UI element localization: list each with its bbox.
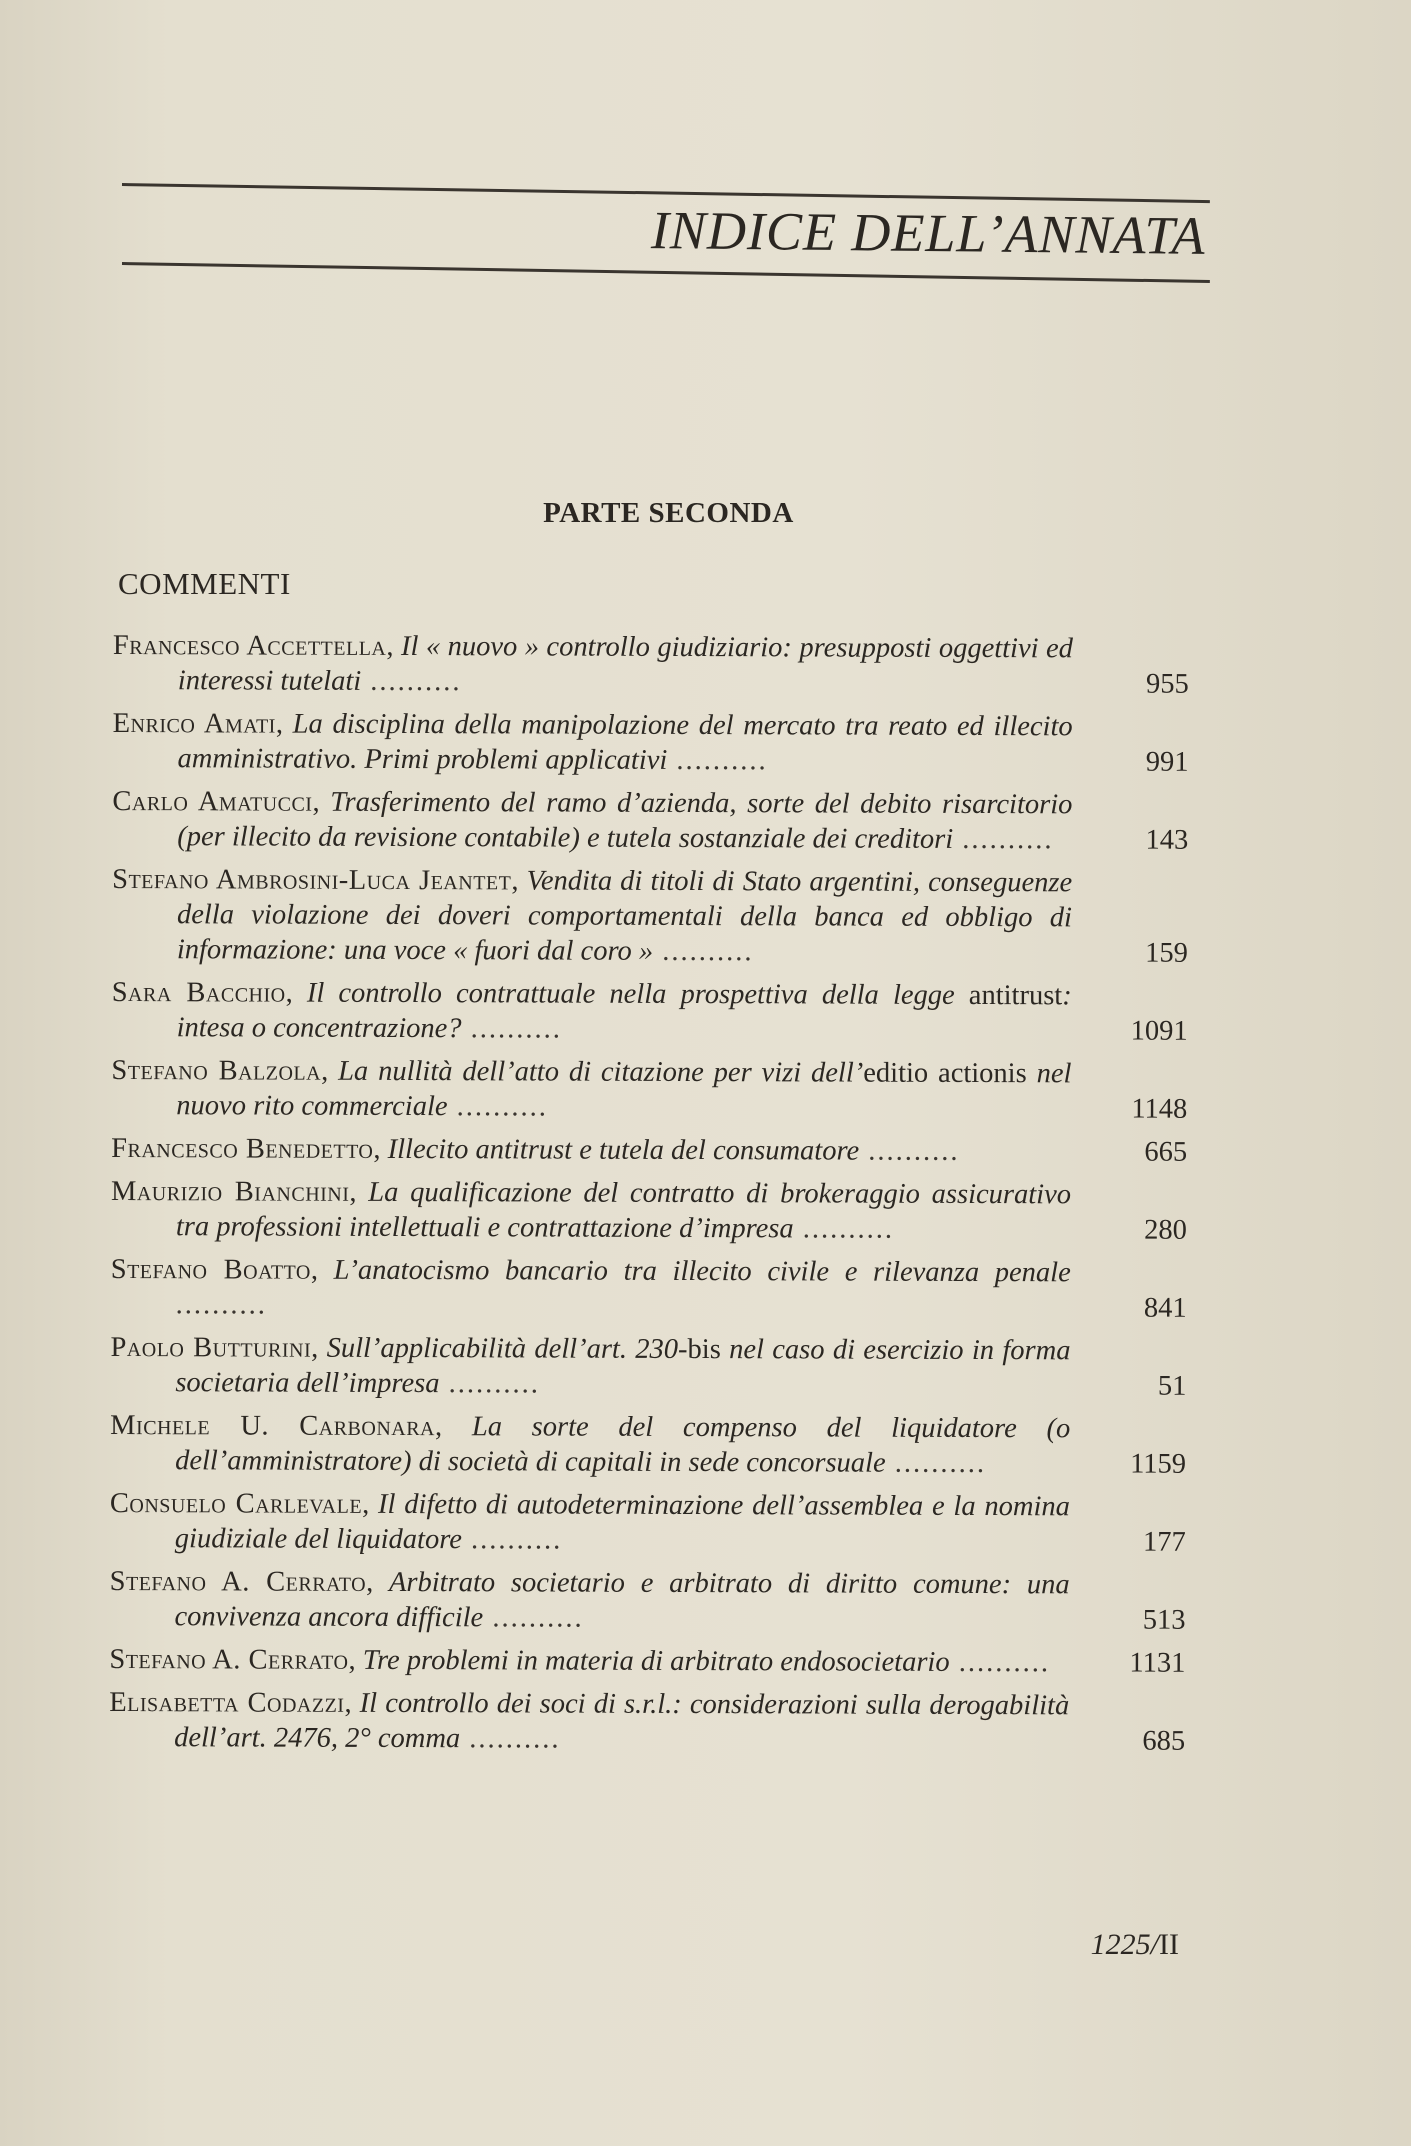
entry-text: Francesco Accettella, Il « nuovo » controllo giudiziario: presupposti oggettivi ed interessi tutelati ..........: [112, 630, 1074, 698]
entry-page-number: 159: [1145, 937, 1188, 969]
index-entry: [110, 1330, 1200, 1404]
entry-page-number: 955: [1146, 668, 1189, 700]
entry-title: Tre problemi in materia di arbitrato endosocietario: [362, 1644, 950, 1678]
entry-title: La qualificazione del contratto di brokeraggio assicurativo tra professioni intellettuali e contrattazione d’impresa: [175, 1176, 1072, 1245]
entry-author: Stefano A. Cerrato: [109, 1565, 367, 1598]
entry-page-number: 1148: [1131, 1093, 1188, 1125]
entry-author: Stefano Ambrosini-Luca Jeantet: [112, 863, 512, 897]
index-entry: [112, 784, 1202, 858]
entry-author: Maurizio Bianchini: [110, 1175, 350, 1208]
entry-page-number: 513: [1142, 1604, 1186, 1636]
index-entry: [110, 1486, 1200, 1560]
leader-dots: ..........: [949, 1646, 1051, 1679]
entry-page-number: 1091: [1130, 1015, 1188, 1047]
entry-title: Arbitrato societario e arbitrato di diritto comune: una convivenza ancora difficile: [174, 1566, 1070, 1634]
leader-dots: ..........: [461, 1524, 563, 1556]
entry-text: Stefano Ambrosini-Luca Jeantet, Vendita di titoli di Stato argentini, conseguenze della violazione dei doveri comportamentali della banca ed obbligo di informazione: una voce « fuori dal coro » ..........: [112, 863, 1073, 968]
entry-title-part: La nullità dell’atto di citazione per vizi dell’: [338, 1055, 864, 1089]
leader-dots: ..........: [653, 935, 754, 968]
entry-author: Francesco Benedetto: [111, 1132, 374, 1165]
folio-number: 1225/: [1090, 1928, 1160, 1961]
index-entry: [111, 1174, 1201, 1248]
page-title: INDICE DELL’ANNATA: [651, 200, 1207, 266]
entry-title: Il « nuovo » controllo giudiziario: presupposti oggettivi ed interessi tutelati: [177, 631, 1074, 697]
entry-page-number: 177: [1143, 1526, 1186, 1558]
part-title: PARTE SECONDA: [543, 497, 794, 529]
page-folio: [1091, 1928, 1179, 1962]
index-entry: [113, 628, 1203, 702]
entry-page-number: 280: [1144, 1214, 1187, 1246]
leader-dots: ..........: [483, 1602, 584, 1634]
entry-title-part: antitrust: [968, 979, 1063, 1012]
index-entry: [109, 1685, 1199, 1759]
entry-title: La sorte del compenso del liquidatore (o dell’amministratore) di società di capitali in sede concorsuale: [175, 1411, 1071, 1479]
entry-text: Stefano A. Cerrato, Arbitrato societario e arbitrato di diritto comune: una convivenza ancora difficile ..........: [109, 1565, 1070, 1634]
leader-dots: ..........: [439, 1368, 540, 1400]
entry-page-number: 1131: [1129, 1647, 1186, 1679]
index-entries: [109, 628, 1203, 1767]
entry-author: Stefano Boatto: [110, 1253, 311, 1286]
leader-dots: ..........: [953, 823, 1054, 856]
leader-dots: ..........: [885, 1447, 987, 1480]
entry-text: Elisabetta Codazzi, Il controllo dei soci di s.r.l.: considerazioni sulla derogabilità dell’art. 2476, 2° comma ..........: [109, 1686, 1070, 1755]
entry-page-number: 665: [1144, 1136, 1188, 1168]
entry-text: Paolo Butturini, Sull’applicabilità dell’art. 230-bis nel caso di esercizio in forma societaria dell’impresa ..........: [110, 1331, 1071, 1400]
entry-author: Consuelo Carlevale: [109, 1487, 363, 1520]
entry-page-number: 991: [1145, 746, 1189, 778]
entry-title: Vendita di titoli di Stato argentini, conseguenze della violazione dei doveri comportamentali della banca ed obbligo di informazione: una voce « fuori dal coro »: [176, 865, 1073, 967]
entry-author: Paolo Butturini: [110, 1331, 312, 1364]
entry-title: Trasferimento del ramo d’azienda, sorte del debito risarcitorio (per illecito da revisione contabile) e tutela sostanziale dei creditori: [177, 786, 1073, 855]
entry-text: Stefano Boatto, L’anatocismo bancario tra illecito civile e rilevanza penale ..........: [110, 1253, 1071, 1321]
leader-dots: ..........: [461, 1013, 562, 1045]
entry-title-part: nel nuovo rito commerciale: [176, 1058, 1072, 1123]
entry-author: Stefano Balzola: [111, 1054, 322, 1087]
entry-author: Stefano A. Cerrato: [109, 1643, 349, 1676]
leader-dots: ..........: [793, 1213, 895, 1245]
section-title: COMMENTI: [118, 566, 291, 601]
index-entry: [112, 862, 1202, 971]
entry-title-part: Il controllo contrattuale nella prospettiva della legge: [306, 977, 969, 1011]
entry-author: Francesco Accettella: [112, 630, 387, 662]
entry-title-part: bis: [687, 1334, 721, 1366]
entry-text: Michele U. Carbonara, La sorte del compenso del liquidatore (o dell’amministratore) di società di capitali in sede concorsuale ..........: [110, 1409, 1071, 1480]
entry-author: Sara Bacchio: [111, 976, 286, 1009]
index-entry: [111, 1053, 1201, 1127]
entry-text: Carlo Amatucci, Trasferimento del ramo d’azienda, sorte del debito risarcitorio (per illecito da revisione contabile) e tutela sostanziale dei creditori ..........: [112, 785, 1073, 856]
entry-title: Il difetto di autodeterminazione dell’assemblea e la nomina giudiziale del liquidatore: [174, 1488, 1071, 1556]
leader-dots: ..........: [859, 1135, 960, 1167]
leader-dots: ..........: [361, 665, 462, 698]
index-entry: [112, 975, 1202, 1049]
leader-dots: ..........: [447, 1091, 548, 1123]
entry-title: L’anatocismo bancario tra illecito civile e rilevanza penale: [333, 1254, 1071, 1289]
entry-title: La disciplina della manipolazione del mercato tra reato ed illecito amministrativo. Primi problemi applicativi: [177, 708, 1073, 776]
index-entry: [109, 1642, 1199, 1681]
leader-dots: ..........: [460, 1723, 561, 1755]
entry-author: Elisabetta Codazzi: [109, 1686, 345, 1719]
folio-roman: II: [1159, 1928, 1179, 1961]
entry-text: Stefano Balzola, La nullità dell’atto di citazione per vizi dell’editio actionis nel nuovo rito commerciale ..........: [111, 1054, 1072, 1123]
index-entry: [111, 1252, 1201, 1326]
entry-author: Carlo Amatucci: [112, 785, 313, 818]
entry-page-number: 51: [1157, 1370, 1187, 1402]
index-entry: [110, 1408, 1200, 1482]
leader-dots: ..........: [667, 744, 768, 777]
entry-title-part: : intesa o concentrazione?: [176, 980, 1072, 1045]
leader-dots: ..........: [175, 1289, 267, 1321]
entry-text: Maurizio Bianchini, La qualificazione del contratto di brokeraggio assicurativo tra professioni intellettuali e contrattazione d’impresa ..........: [110, 1175, 1072, 1245]
entry-text: Enrico Amati, La disciplina della manipolazione del mercato tra reato ed illecito amministrativo. Primi problemi applicativi ..........: [112, 707, 1073, 777]
entry-page-number: 143: [1145, 824, 1189, 856]
entry-text: Francesco Benedetto, Illecito antitrust e tutela del consumatore ..........: [111, 1132, 960, 1167]
entry-title-part: nel caso di esercizio in forma societaria dell’impresa: [175, 1334, 1071, 1400]
index-entry: [111, 1131, 1201, 1170]
entry-author: Enrico Amati: [112, 707, 276, 740]
entry-text: Sara Bacchio, Il controllo contrattuale nella prospettiva della legge antitrust: intesa o concentrazione? ..........: [111, 976, 1072, 1045]
entry-page-number: 685: [1142, 1725, 1186, 1757]
entry-title-part: editio actionis: [863, 1057, 1027, 1090]
entry-text: Stefano A. Cerrato, Tre problemi in materia di arbitrato endosocietario ..........: [109, 1643, 1051, 1679]
index-entry: [109, 1564, 1199, 1638]
entry-page-number: 841: [1143, 1292, 1187, 1324]
index-entry: [112, 706, 1202, 780]
entry-title: Il controllo dei soci di s.r.l.: considerazioni sulla derogabilità dell’art. 2476, 2° comma: [174, 1687, 1070, 1755]
entry-page-number: 1159: [1130, 1448, 1187, 1480]
entry-title-part: Sull’applicabilità dell’art. 230-: [326, 1332, 688, 1366]
entry-text: Consuelo Carlevale, Il difetto di autodeterminazione dell’assemblea e la nomina giudiziale del liquidatore ..........: [109, 1487, 1071, 1556]
entry-title: Illecito antitrust e tutela del consumatore: [387, 1133, 860, 1167]
entry-author: Michele U. Carbonara: [110, 1409, 436, 1443]
